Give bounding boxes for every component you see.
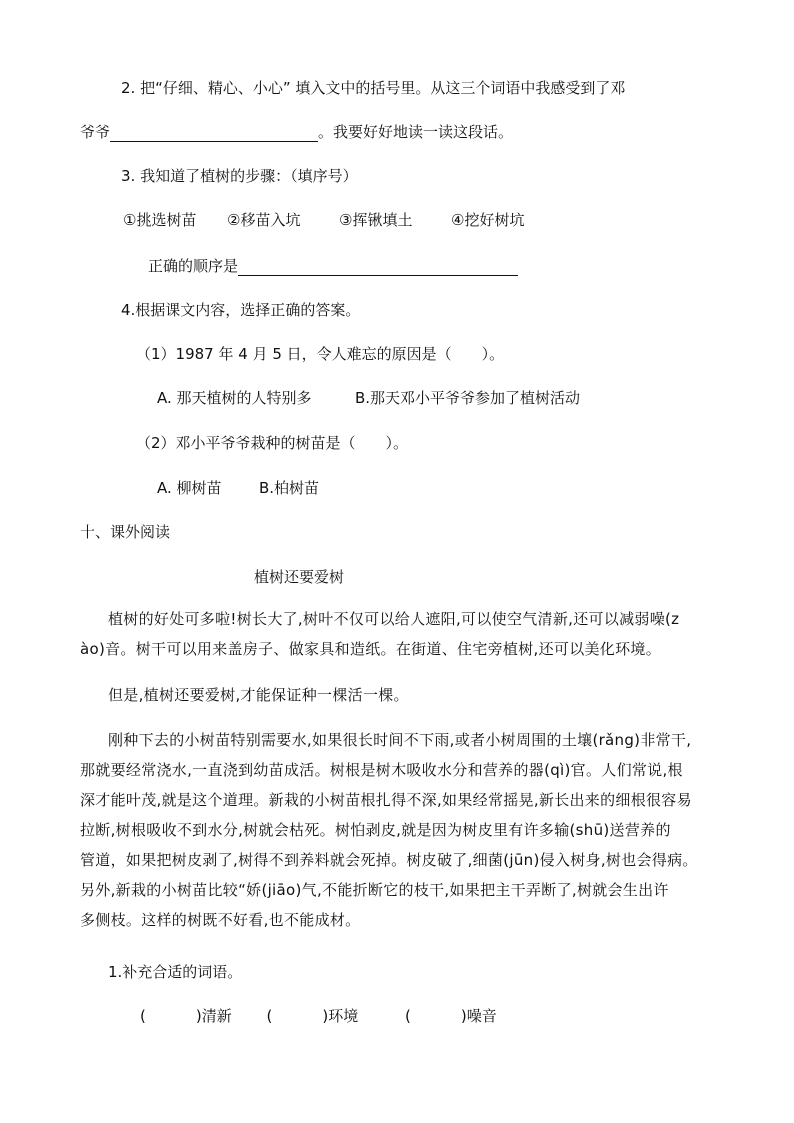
passage-p3-line2: 那就要经常浇水,一直浇到幼苗成活。树根是树木吸收水分和营养的器(qì)官。人们常说,根 xyxy=(80,761,683,779)
q5-item-3[interactable]: ( )噪音 xyxy=(405,1007,497,1025)
q3-options xyxy=(123,210,524,230)
q3-answer-line xyxy=(148,256,518,276)
passage-p3-line7: 多侧枝。这样的树既不好看,也不能成材。 xyxy=(80,911,361,929)
q5-item-1[interactable]: ( )清新 xyxy=(140,1007,232,1025)
passage-p2-line1: 但是,植树还要爱树,才能保证种一棵活一棵。 xyxy=(108,686,409,704)
q4-title: 4.根据课文内容，选择正确的答案。 xyxy=(121,301,361,319)
passage-p3-line5: 管道，如果把树皮剥了,树得不到养料就会死掉。树皮破了,细菌(jūn)侵入树身,树也会得病。 xyxy=(80,851,698,869)
q3-option-1: ①挑选树苗 xyxy=(123,211,197,229)
q3-option-4: ④挖好树坑 xyxy=(451,211,525,229)
q3-answer-blank[interactable] xyxy=(238,259,518,276)
passage-p1-line1: 植树的好处可多啦!树长大了,树叶不仅可以给人遮阳,可以使空气清新,还可以减弱噪(z xyxy=(108,610,680,628)
q4-sub2-option-b[interactable]: B.柏树苗 xyxy=(259,479,320,497)
passage-title: 植树还要爱树 xyxy=(254,568,345,586)
passage-p3-line4: 拉断,树根吸收不到水分,树就会枯死。树怕剥皮,就是因为树皮里有许多输(shū)送营养的 xyxy=(80,821,671,839)
q5-title: 1.补充合适的词语。 xyxy=(108,963,243,981)
q4-sub2-option-a[interactable]: A. 柳树苗 xyxy=(157,479,222,497)
q4-sub1-option-a[interactable]: A. 那天植树的人特别多 xyxy=(157,389,312,407)
q3-option-3: ③挥锹填土 xyxy=(339,211,413,229)
q3-option-2: ②移苗入坑 xyxy=(227,211,301,229)
passage-p3-line6: 另外,新栽的小树苗比较“娇(jiāo)气,不能折断它的枝干,如果把主干弄断了,树就会生出许 xyxy=(80,881,669,899)
passage-paragraph-2 xyxy=(108,680,748,710)
q2-line2-suffix: 。我要好好地读一读这段话。 xyxy=(318,123,514,141)
q4-sub2-options xyxy=(157,478,319,498)
q4-sub2: （2）邓小平爷爷栽种的树苗是（ ）。 xyxy=(136,434,409,452)
section-heading: 十、课外阅读 xyxy=(80,523,171,541)
passage-paragraph-1 xyxy=(80,604,720,664)
q2-line1: 2. 把“仔细、精心、小心” 填入文中的括号里。从这三个词语中我感受到了邓 xyxy=(121,79,626,97)
q3-title: 3. 我知道了植树的步骤：（填序号） xyxy=(121,167,358,185)
q3-answer-label: 正确的顺序是 xyxy=(148,257,239,275)
passage-p3-line1: 刚种下去的小树苗特别需要水,如果很长时间不下雨,或者小树周围的土壤(rǎng)非常干, xyxy=(108,731,692,749)
q2-line2 xyxy=(80,122,513,142)
passage-paragraph-3 xyxy=(80,725,720,935)
q2-line2-prefix: 爷爷 xyxy=(80,123,111,141)
q2-answer-blank[interactable] xyxy=(110,125,318,142)
q4-sub1: （1）1987 年 4 月 5 日，令人难忘的原因是（ ）。 xyxy=(136,345,505,363)
q5-item-2[interactable]: ( )环境 xyxy=(266,1007,359,1025)
passage-p3-line3: 深才能叶茂,就是这个道理。新栽的小树苗根扎得不深,如果经常摇晃,新长出来的细根很容易 xyxy=(80,791,692,809)
q4-sub1-option-b[interactable]: B.那天邓小平爷爷参加了植树活动 xyxy=(355,389,581,407)
passage-p1-line2: ào)音。树干可以用来盖房子、做家具和造纸。在街道、住宅旁植树,还可以美化环境。 xyxy=(80,640,661,658)
q4-sub1-options xyxy=(157,388,580,408)
q5-items xyxy=(140,1006,497,1026)
